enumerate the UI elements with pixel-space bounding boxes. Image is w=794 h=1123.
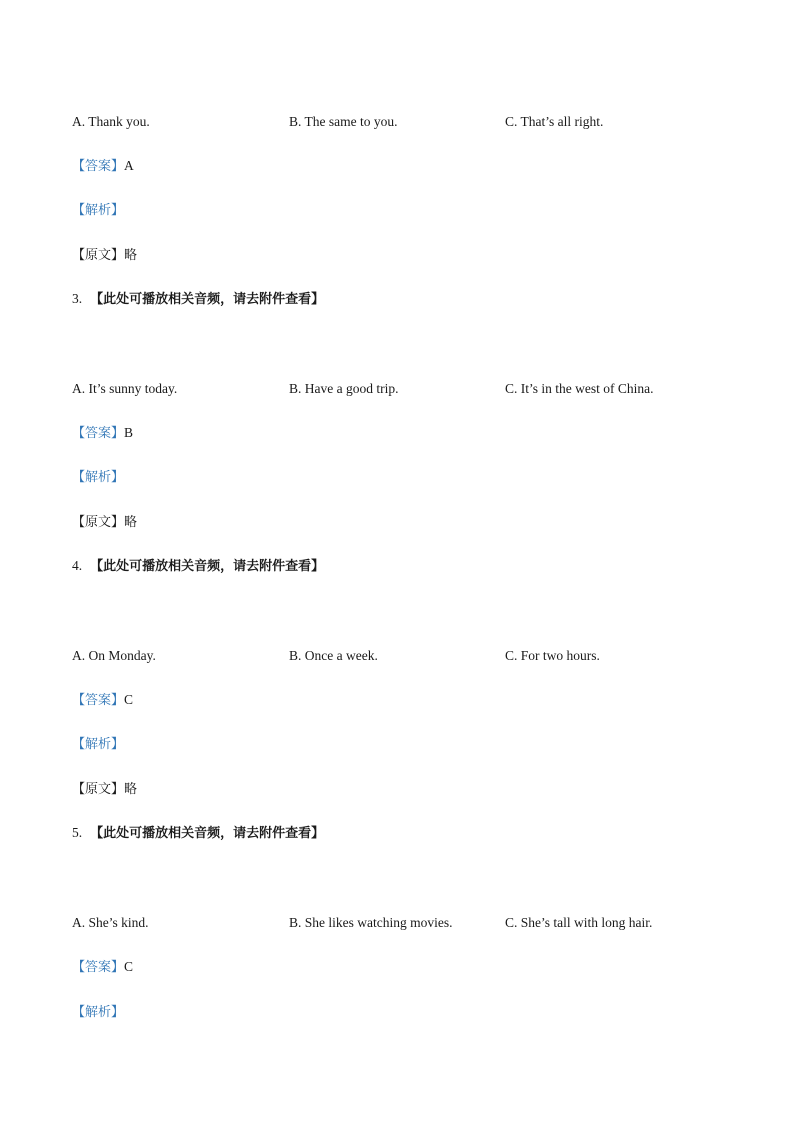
analysis-line xyxy=(72,201,124,220)
original-value: 略 xyxy=(124,782,138,797)
analysis-tag: 【解析】 xyxy=(72,203,125,218)
analysis-line xyxy=(72,1003,124,1022)
audio-prompt: 【此处可播放相关音频，请去附件查看】 xyxy=(90,559,325,574)
question-number: 3. xyxy=(72,291,83,306)
analysis-tag: 【解析】 xyxy=(72,1005,125,1020)
answer-line xyxy=(72,958,133,977)
option-a: A. On Monday. xyxy=(72,648,156,663)
option-c: C. She’s tall with long hair. xyxy=(505,915,653,930)
original-tag: 【原文】 xyxy=(72,515,125,530)
option-b: B. She likes watching movies. xyxy=(289,915,453,930)
analysis-line xyxy=(72,468,124,487)
option-c: C. That’s all right. xyxy=(505,114,604,129)
original-tag: 【原文】 xyxy=(72,248,125,263)
original-line xyxy=(72,246,137,265)
question-3-prompt xyxy=(72,290,324,309)
audio-prompt: 【此处可播放相关音频，请去附件查看】 xyxy=(90,292,325,307)
answer-line xyxy=(72,157,134,176)
original-line xyxy=(72,780,137,799)
answer-value: A xyxy=(124,158,134,173)
answer-line xyxy=(72,691,133,710)
analysis-line xyxy=(72,735,124,754)
question-number: 4. xyxy=(72,558,83,573)
answer-value: C xyxy=(124,959,134,974)
original-value: 略 xyxy=(124,515,138,530)
option-a: A. She’s kind. xyxy=(72,915,149,930)
answer-value: C xyxy=(124,692,134,707)
answer-tag: 【答案】 xyxy=(72,693,125,708)
answer-tag: 【答案】 xyxy=(72,159,125,174)
original-tag: 【原文】 xyxy=(72,782,125,797)
option-a: A. It’s sunny today. xyxy=(72,381,178,396)
question-4-prompt xyxy=(72,557,324,576)
option-c: C. For two hours. xyxy=(505,648,600,663)
answer-line xyxy=(72,424,133,443)
question-5-prompt xyxy=(72,824,324,843)
analysis-tag: 【解析】 xyxy=(72,470,125,485)
option-b: B. The same to you. xyxy=(289,114,398,129)
answer-tag: 【答案】 xyxy=(72,960,125,975)
audio-prompt: 【此处可播放相关音频，请去附件查看】 xyxy=(90,826,325,841)
original-value: 略 xyxy=(124,248,138,263)
question-number: 5. xyxy=(72,825,83,840)
answer-tag: 【答案】 xyxy=(72,426,125,441)
analysis-tag: 【解析】 xyxy=(72,737,125,752)
option-a: A. Thank you. xyxy=(72,114,150,129)
option-c: C. It’s in the west of China. xyxy=(505,381,654,396)
original-line xyxy=(72,513,137,532)
option-b: B. Have a good trip. xyxy=(289,381,399,396)
option-b: B. Once a week. xyxy=(289,648,378,663)
answer-value: B xyxy=(124,425,134,440)
